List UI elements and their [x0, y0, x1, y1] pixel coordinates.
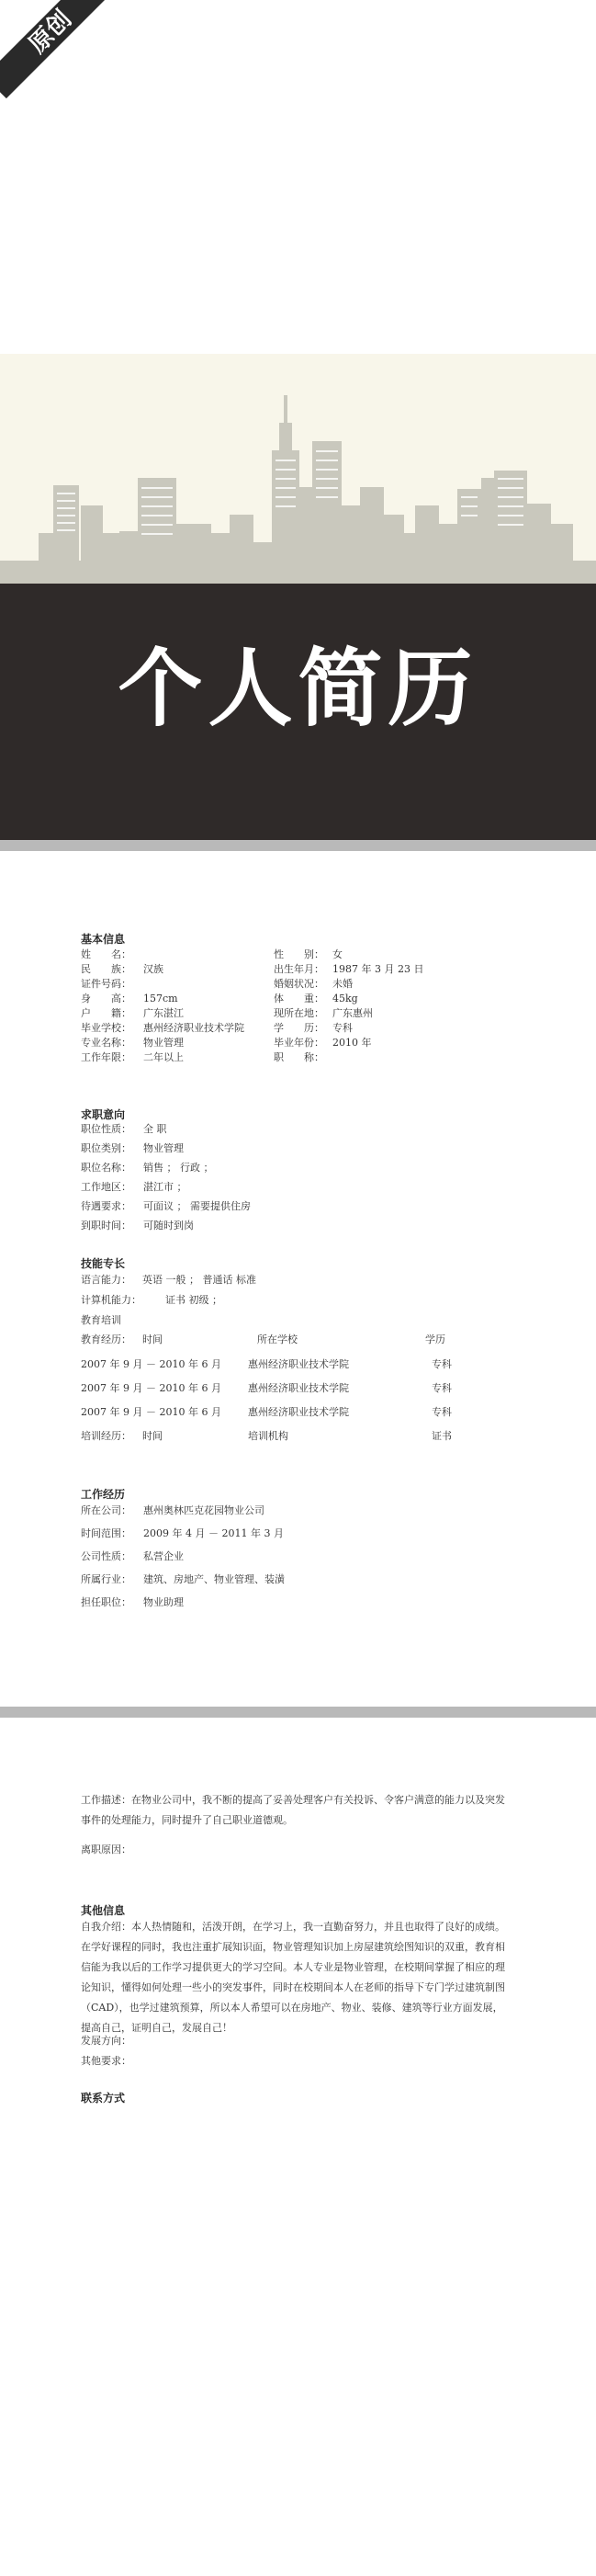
edu-row-3-degree: 专科	[432, 1406, 452, 1418]
row-value: 2009 年 4 月 － 2011 年 3 月	[143, 1527, 284, 1539]
info-row	[81, 1573, 285, 1586]
training-label: 培训经历：	[81, 1430, 131, 1442]
row-label: 所属行业：	[81, 1573, 131, 1585]
self-introduction	[81, 1917, 512, 2038]
other-requirements-label: 其他要求：	[81, 2055, 131, 2067]
row-value: 2010 年	[332, 1037, 372, 1049]
info-row	[81, 1550, 184, 1563]
row-label: 现所在地：	[274, 1007, 324, 1019]
row-label: 身 高：	[81, 993, 131, 1004]
row-value: 157cm	[143, 993, 178, 1004]
train-header-time: 时间	[142, 1430, 163, 1442]
info-row	[274, 1037, 372, 1050]
row-label: 毕业年份：	[274, 1037, 324, 1049]
row-value: 湛江市 ；	[143, 1181, 187, 1193]
row-label: 公司性质：	[81, 1550, 131, 1562]
row-label: 民 族：	[81, 963, 131, 975]
row-label: 工作地区：	[81, 1181, 131, 1193]
row-label: 职位性质：	[81, 1123, 131, 1135]
edu-row-1-time: 2007 年 9 月 － 2010 年 6 月	[81, 1358, 221, 1370]
train-header-cert: 证书	[432, 1430, 452, 1442]
info-row	[81, 993, 178, 1005]
row-value: 私营企业	[143, 1550, 184, 1562]
info-row	[274, 948, 343, 961]
row-label: 工作年限：	[81, 1051, 131, 1063]
work-description	[81, 1790, 512, 1831]
row-label: 性 别：	[274, 948, 324, 960]
info-row	[274, 993, 358, 1005]
edu-row-2-school: 惠州经济职业技术学院	[248, 1382, 349, 1394]
row-label: 出生年月：	[274, 963, 324, 975]
row-label: 职位名称：	[81, 1162, 131, 1174]
work-desc-label: 工作描述：	[81, 1794, 131, 1806]
edu-row-3-school: 惠州经济职业技术学院	[248, 1406, 349, 1418]
leave-reason-label: 离职原因：	[81, 1844, 131, 1855]
resume-title: 个人简历	[118, 640, 478, 738]
info-row	[81, 963, 163, 976]
edu-header-degree: 学历	[425, 1333, 445, 1345]
row-value: 可随时到岗	[143, 1220, 194, 1231]
info-row	[81, 1022, 244, 1035]
row-label: 担任职位：	[81, 1596, 131, 1608]
section-heading-skills: 技能专长	[81, 1257, 126, 1270]
info-row	[274, 963, 423, 976]
edu-row-2-time: 2007 年 9 月 － 2010 年 6 月	[81, 1382, 221, 1394]
info-row	[81, 1220, 194, 1232]
info-row	[81, 1051, 184, 1064]
language-label: 语言能力：	[81, 1274, 131, 1286]
row-value: 45kg	[332, 993, 358, 1004]
row-value: 物业助理	[143, 1596, 184, 1608]
info-row	[81, 1037, 184, 1050]
info-row	[81, 978, 143, 991]
info-row	[81, 1596, 184, 1609]
work-desc-text: 在物业公司中，我不断的提高了妥善处理客户有关投诉、令客户满意的能力以及突发事件的处理能力，同时提升了自己职业道德观。	[81, 1794, 505, 1826]
section-heading-other: 其他信息	[81, 1904, 126, 1917]
divider-bar	[0, 840, 596, 851]
section-heading-work: 工作经历	[81, 1488, 126, 1501]
row-label: 姓 名：	[81, 948, 131, 960]
row-value: 惠州奥林匹克花园物业公司	[143, 1504, 264, 1516]
edu-row-1-school: 惠州经济职业技术学院	[248, 1358, 349, 1370]
info-row	[274, 1022, 353, 1035]
row-label: 所在公司：	[81, 1504, 131, 1516]
computer-value: 证书 初级 ；	[165, 1294, 222, 1306]
row-label: 证件号码：	[81, 978, 131, 990]
corner-ribbon: 原创	[0, 0, 117, 98]
row-label: 到职时间：	[81, 1220, 131, 1231]
direction-label: 发展方向：	[81, 2035, 131, 2047]
section-heading-contact: 联系方式	[81, 2092, 126, 2105]
row-label: 毕业学校：	[81, 1022, 131, 1034]
row-label: 时间范围：	[81, 1527, 131, 1539]
info-row	[81, 1007, 184, 1020]
row-label: 职位类别：	[81, 1142, 131, 1154]
edu-row-1-degree: 专科	[432, 1358, 452, 1370]
info-row	[81, 1200, 251, 1213]
row-value: 广东湛江	[143, 1007, 184, 1019]
computer-label: 计算机能力：	[81, 1294, 141, 1306]
row-value: 专科	[332, 1022, 353, 1034]
info-row	[81, 1181, 187, 1194]
row-value: 物业管理	[143, 1037, 184, 1049]
info-row	[274, 1051, 332, 1064]
row-value: 广东惠州	[332, 1007, 373, 1019]
row-value: 可面议 ； 需要提供住房	[143, 1200, 251, 1212]
training-heading: 教育培训	[81, 1314, 121, 1326]
info-row	[81, 1162, 214, 1175]
info-row	[274, 978, 353, 991]
education-label: 教育经历：	[81, 1333, 131, 1345]
row-value: 未婚	[332, 978, 353, 990]
row-label: 婚姻状况：	[274, 978, 324, 990]
row-label: 体 重：	[274, 993, 324, 1004]
row-label: 职 称：	[274, 1051, 324, 1063]
row-value: 惠州经济职业技术学院	[143, 1022, 244, 1034]
info-row	[81, 1142, 184, 1155]
row-label: 专业名称：	[81, 1037, 131, 1049]
row-value: 汉族	[143, 963, 163, 975]
row-value: 建筑、房地产、物业管理、装潢	[143, 1573, 285, 1585]
language-value: 英语 一般 ； 普通话 标准	[142, 1274, 256, 1286]
edu-header-school: 所在学校	[257, 1333, 298, 1345]
info-row	[81, 1504, 264, 1517]
self-intro-label: 自我介绍：	[81, 1921, 131, 1933]
edu-header-time: 时间	[142, 1333, 163, 1345]
divider-bar-2	[0, 1707, 596, 1718]
row-value: 物业管理	[143, 1142, 184, 1154]
edu-row-3-time: 2007 年 9 月 － 2010 年 6 月	[81, 1406, 221, 1418]
section-heading-intent: 求职意向	[81, 1108, 126, 1121]
row-value: 销售 ； 行政 ；	[143, 1162, 214, 1174]
self-intro-text: 本人热情随和，活泼开朗，在学习上，我一直勤奋努力，并且也取得了良好的成绩。在学好课程的同时，我也注重扩展知识面，物业管理知识加上房屋建筑绘图知识的双重，教育相信能为我以后的工作学习提供更大的学习空间。本人专业是物业管理，在校期间掌握了相应的理论知识，懂得如何处理一些小的突发事件，同时在校期间本人在老师的指导下专门学过建筑制图（CAD），也学过建筑预算，所以本人希望可以在房地产、物业、装修、建筑等行业方面发展，提高自己，证明自己，发展自己！	[81, 1921, 505, 2034]
edu-row-2-degree: 专科	[432, 1382, 452, 1394]
row-value: 全 职	[143, 1123, 167, 1135]
row-value: 1987 年 3 月 23 日	[332, 963, 424, 975]
info-row	[81, 948, 143, 961]
section-heading-basic: 基本信息	[81, 933, 126, 946]
city-skyline-illustration	[0, 386, 596, 584]
info-row	[81, 1527, 284, 1540]
train-header-org: 培训机构	[248, 1430, 288, 1442]
info-row	[81, 1123, 167, 1136]
row-label: 待遇要求：	[81, 1200, 131, 1212]
row-label: 户 籍：	[81, 1007, 131, 1019]
row-label: 学 历：	[274, 1022, 324, 1034]
info-row	[274, 1007, 373, 1020]
row-value: 女	[332, 948, 343, 960]
row-value: 二年以上	[143, 1051, 184, 1063]
